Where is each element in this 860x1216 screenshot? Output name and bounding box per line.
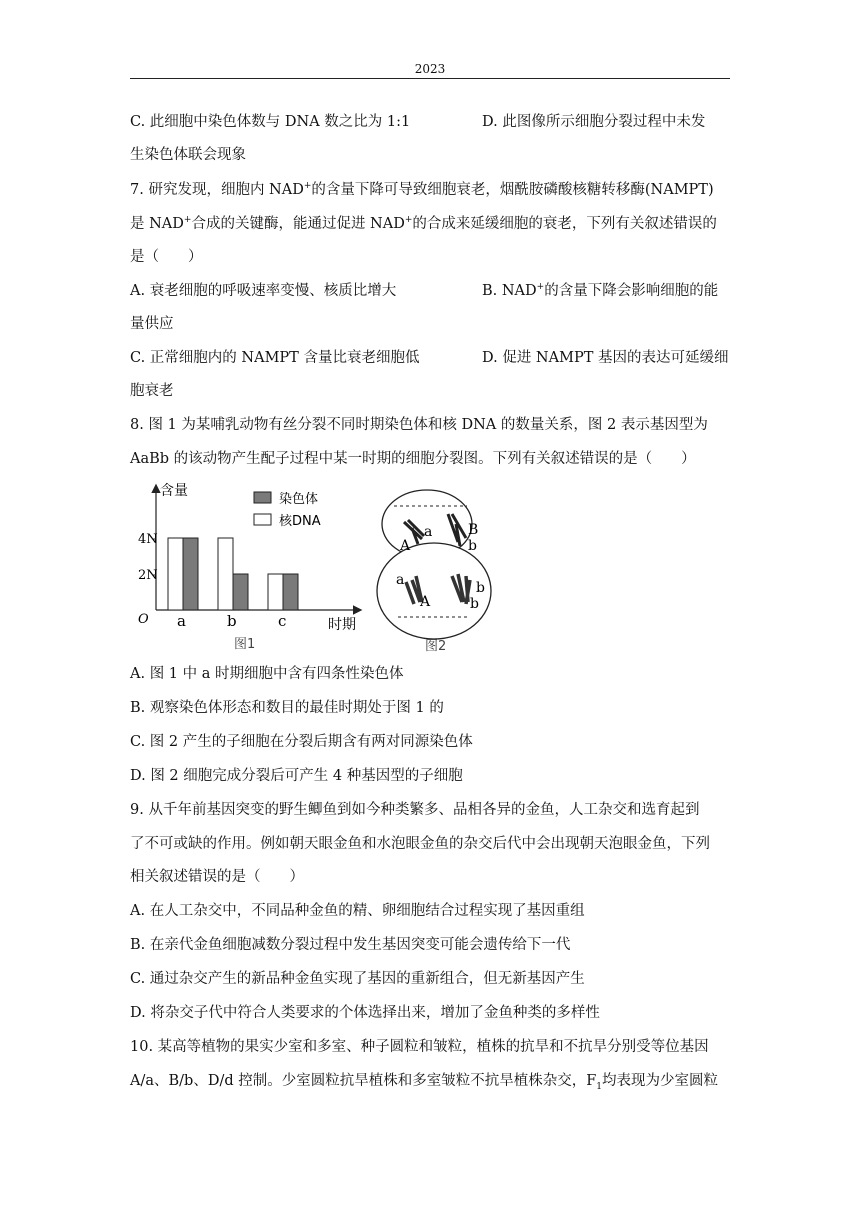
y-tick-2n: 2N (138, 568, 158, 583)
bar-b-dna (218, 538, 233, 610)
q7-stem-line3: 是（ ） (130, 249, 203, 265)
q8-option-c: C. 图 2 产生的子细胞在分裂后期含有两对同源染色体 (130, 734, 473, 750)
q9-stem-line3: 相关叙述错误的是（ ） (130, 869, 304, 885)
header-divider (130, 78, 730, 79)
q8-stem-line1: 8. 图 1 为某哺乳动物有丝分裂不同时期染色体和核 DNA 的数量关系，图 2 表示基因型为 (130, 417, 708, 433)
bar-a-chromosome (183, 538, 198, 610)
q9-stem-line1: 9. 从千年前基因突变的野生鲫鱼到如今种类繁多、品相各异的金鱼，人工杂交和选育起到 (130, 802, 700, 818)
legend-swatch-dna (254, 514, 271, 525)
gene-label-upper-B: B (468, 522, 479, 538)
gene-label-upper-a: a (424, 524, 433, 540)
gene-label-lower-b2: b (470, 596, 479, 612)
q7-option-c: C. 正常细胞内的 NAMPT 含量比衰老细胞低 (130, 350, 420, 366)
gene-label-upper-A: A (400, 538, 411, 554)
gene-label-lower-A: A (420, 594, 431, 610)
q7-option-a: A. 衰老细胞的呼吸速率变慢、核质比增大 (130, 283, 397, 299)
bar-c-chromosome (283, 574, 298, 610)
gene-label-lower-b1: b (476, 580, 485, 596)
gene-label-lower-a: a (396, 572, 405, 588)
lower-cell-outline (377, 543, 491, 639)
q8-option-a: A. 图 1 中 a 时期细胞中含有四条性染色体 (130, 666, 404, 682)
page-header-year: 2023 (414, 62, 446, 76)
q7-stem-line2: 是 NAD+合成的关键酶，能通过促进 NAD+的合成来延缓细胞的衰老，下列有关叙述错误的 (130, 215, 717, 232)
x-axis-label: 时期 (328, 617, 356, 633)
legend-label-chromosome: 染色体 (279, 492, 319, 507)
q6-option-c: C. 此细胞中染色体数与 DNA 数之比为 1:1 (130, 114, 411, 130)
q9-stem-line2: 了不可或缺的作用。例如朝天眼金鱼和水泡眼金鱼的杂交后代中会出现朝天泡眼金鱼，下列 (130, 836, 710, 852)
q8-option-d: D. 图 2 细胞完成分裂后可产生 4 种基因型的子细胞 (130, 768, 463, 784)
q10-stem-line2: A/a、B/b、D/d 控制。少室圆粒抗旱植株和多室皱粒不抗旱植株杂交，$F_1$均表现为少室圆粒 (130, 1073, 719, 1092)
x-tick-b: b (227, 612, 237, 630)
bar-a-dna (168, 538, 183, 610)
q9-option-b: B. 在亲代金鱼细胞减数分裂过程中发生基因突变可能会遗传给下一代 (130, 937, 571, 953)
q9-option-c: C. 通过杂交产生的新品种金鱼实现了基因的重新组合，但无新基因产生 (130, 971, 585, 987)
q6-option-d: D. 此图像所示细胞分裂过程中未发 (482, 114, 706, 130)
figure2-caption: 图2 (425, 639, 447, 654)
y-tick-4n: 4N (138, 532, 158, 547)
gene-label-upper-b: b (468, 538, 477, 554)
q6-option-d-cont: 生染色体联会现象 (130, 147, 246, 163)
q8-stem-line2: AaBb 的该动物产生配子过程中某一时期的细胞分裂图。下列有关叙述错误的是（ ） (130, 451, 696, 467)
q9-option-a: A. 在人工杂交中，不同品种金鱼的精、卵细胞结合过程实现了基因重组 (130, 903, 585, 919)
q8-option-b: B. 观察染色体形态和数目的最佳时期处于图 1 的 (130, 700, 444, 716)
x-tick-c: c (278, 612, 287, 630)
q7-option-b: B. NAD+的含量下降会影响细胞的能 (482, 282, 719, 299)
figure1-bar-chart (138, 478, 370, 654)
x-tick-a: a (177, 612, 186, 630)
figure2-cell-diagram (372, 484, 502, 654)
y-axis-label: 含量 (160, 483, 188, 499)
upper-right-chromosome (448, 514, 466, 546)
q7-option-b-cont: 量供应 (130, 316, 174, 332)
q9-option-d: D. 将杂交子代中符合人类要求的个体选择出来，增加了金鱼种类的多样性 (130, 1005, 600, 1021)
legend-swatch-chromosome (254, 492, 271, 503)
q7-option-d: D. 促进 NAMPT 基因的表达可延缓细 (482, 350, 729, 366)
legend-label-dna: 核DNA (279, 514, 321, 529)
q7-option-d-cont: 胞衰老 (130, 383, 174, 399)
bar-c-dna (268, 574, 283, 610)
figure1-caption: 图1 (234, 637, 256, 652)
q10-stem-line1: 10. 某高等植物的果实少室和多室、种子圆粒和皱粒，植株的抗旱和不抗旱分别受等位基因 (130, 1039, 709, 1055)
bar-b-chromosome (233, 574, 248, 610)
q7-stem-line1: 7. 研究发现，细胞内 NAD+的含量下降可导致细胞衰老，烟酰胺磷酸核糖转移酶(NAMPT) (130, 181, 714, 198)
origin-label: O (138, 612, 149, 627)
